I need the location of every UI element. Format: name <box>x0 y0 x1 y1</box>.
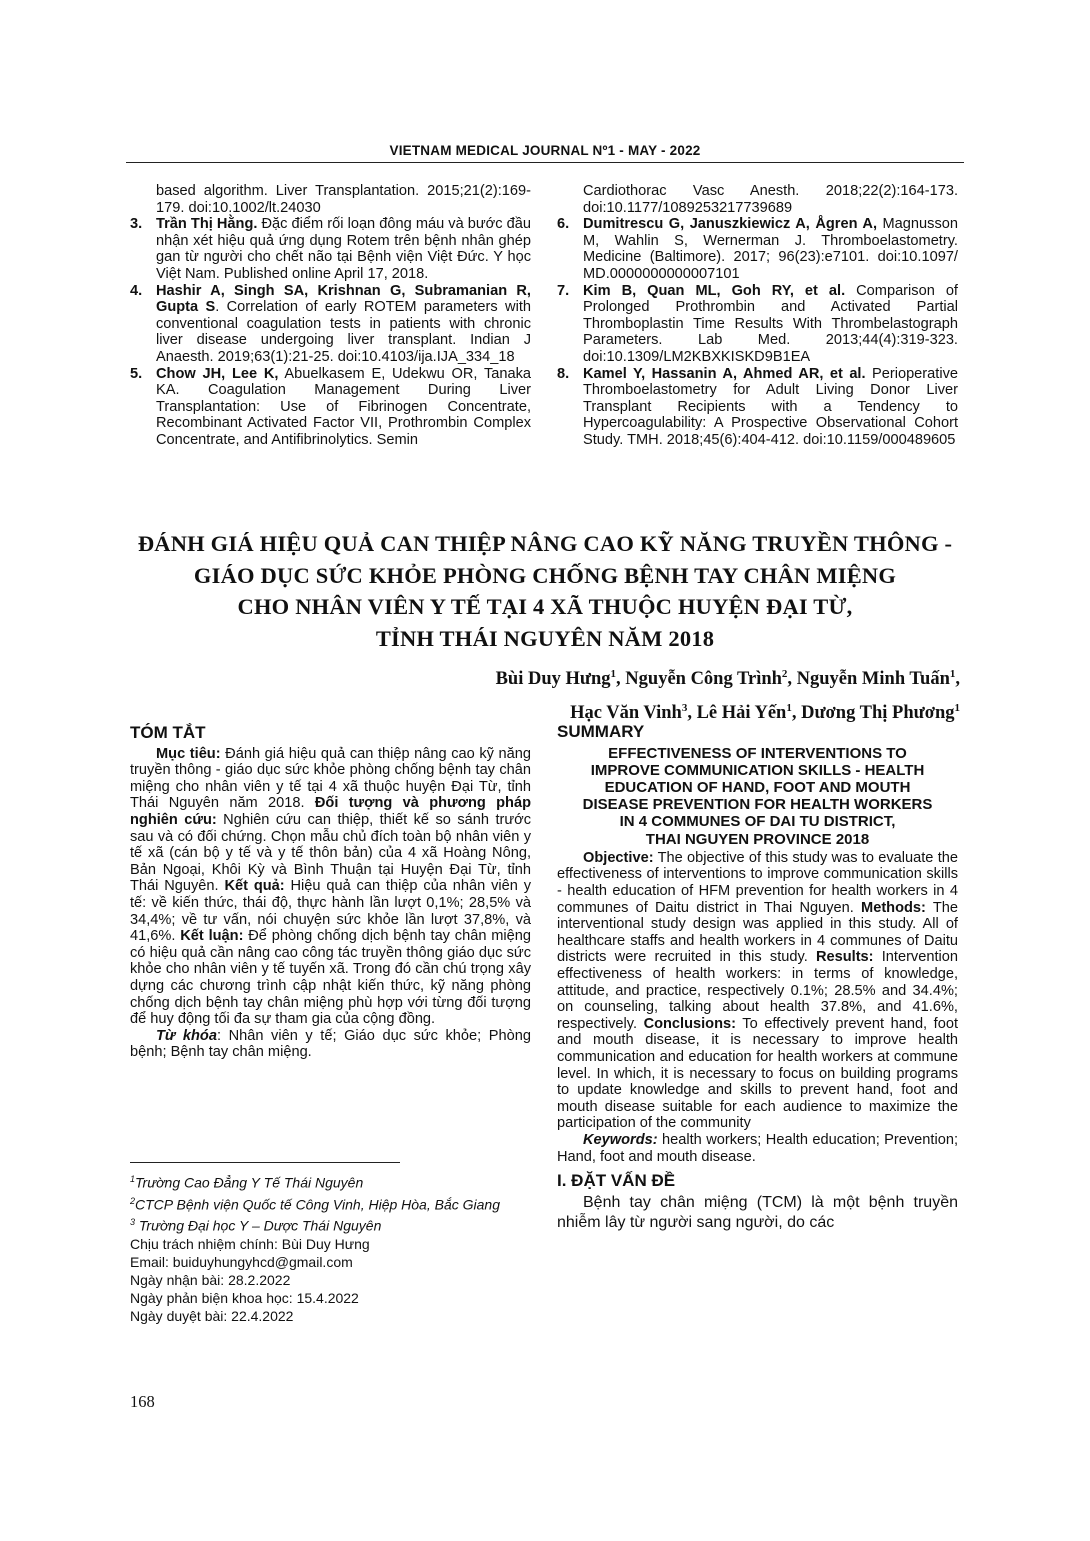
header-rule <box>126 162 964 163</box>
article-title <box>110 528 980 654</box>
responsible-author: Chịu trách nhiệm chính: Bùi Duy Hưng <box>130 1235 370 1252</box>
author-name: Bùi Duy Hưng <box>495 669 611 690</box>
reference-item: based algorithm. Liver Transplantation. 2015;21(2):169-179. doi:10.1002/lt.24030 <box>156 183 531 216</box>
affiliation-marker: 1 <box>949 668 956 680</box>
section-heading: TÓM TẮT <box>130 723 206 742</box>
affiliation-footnote: $^1$Trường Cao Đẳng Y Tế Thái Nguyên <box>130 1174 364 1191</box>
reference-item: 8. Kamel Y, Hassanin A, Ahmed AR, et al. Perioperative Thromboelastometry for Adult Living Donor Liver Transplant Recipients with a Tendency to Hypercoagulability: A Prospective Observational Cohort Study. TMH. 2018;45(6):404-412. doi:10.1159/000489605 <box>557 365 958 448</box>
keywords-paragraph: Từ khóa: Nhân viên y tế; Giáo dục sức khỏe; Phòng bệnh; Bệnh tay chân miệng. <box>130 1027 531 1061</box>
author-line: Bùi Duy Hưng$^1$, Nguyễn Công Trình$^2$, Nguyễn Minh Tuấn$^1$, <box>495 668 960 690</box>
summary-paragraph: Objective: The objective of this study was to evaluate the effectiveness of interventions to improve communication skills - health education of HFM prevention for health workers in 4 communes of Daitu district in Thai Nguyen. Methods: The interventional study design was applied in this study. All of healthcare staffs and health workers in 4 communes of Daitu districts were recruited in this study. Results: Intervention effectiveness of health workers: in terms of knowledge, attitude, and practice, respectively 0.1%; 28.5% and 34.4%; on counseling, talking about health 37.8%, and 41.6%, respectively. Conclusions: To effectively prevent hand, foot and mouth disease, it is necessary to improve health communication and education for health workers at commune level. In which, it is necessary to focus on building programs to update knowledge and skills to prevent hand, foot and mouth disease suitable for each audience to maximize the participation of the community <box>557 849 958 1132</box>
summary-keywords: Keywords: health workers; Health education; Prevention; Hand, foot and mouth disease. <box>557 1131 958 1165</box>
author-line: Hạc Văn Vinh$^3$, Lê Hải Yến$^1$, Dương Thị Phương$^1$ <box>570 702 960 724</box>
accepted-date: Ngày duyệt bài: 22.4.2022 <box>130 1307 294 1324</box>
author-name: Nguyễn Minh Tuấn <box>796 669 950 690</box>
reference-item: 4. Hashir A, Singh SA, Krishnan G, Subramanian R, Gupta S. Correlation of early ROTEM parameters with conventional coagulation tests in patients with chronic liver disease undergoing liver transplant. Indian J Anaesth. 2019;63(1):21-25. doi:10.4103/ija.IJA_334_18 <box>130 282 531 365</box>
title-line: CHO NHÂN VIÊN Y TẾ TẠI 4 XÃ THUỘC HUYỆN ĐẠI TỪ, <box>237 594 853 619</box>
reference-item: 3. Trần Thị Hằng. Đặc điểm rối loạn đông máu và bước đầu nhận xét hiệu quả ứng dụng Rotem trên bệnh nhân ghép gan từ người cho chết não tại Bệnh viện Việt Đức. Y học Việt Nam. Published online April 17, 2018. <box>130 216 531 282</box>
reference-item: 5. Chow JH, Lee K, Abuelkasem E, Udekwu OR, Tanaka KA. Coagulation Management During Liver Transplantation: Use of Fibrinogen Concentrate, Recombinant Activated Factor VII, Prothrombin Complex Concentrate, and Antifibrinolytics. Semin <box>130 365 531 448</box>
reference-item: Cardiothorac Vasc Anesth. 2018;22(2):164-173. doi:10.1177/1089253217739689 <box>583 183 958 216</box>
vietnamese-abstract <box>130 725 531 1061</box>
section-heading: SUMMARY <box>557 722 645 741</box>
reference-item: 6. Dumitrescu G, Januszkiewicz A, Ågren A, Magnusson M, Wahlin S, Wernerman J. Thromboelastometry. Medicine (Baltimore). 2017; 96(23):e7101. doi:10.1097/ MD.0000000000007101 <box>557 216 958 282</box>
author-name: Dương Thị Phương <box>801 703 955 724</box>
author-name: Lê Hải Yến <box>696 703 787 724</box>
affiliation-marker: 3 <box>681 702 688 715</box>
title-line: ĐÁNH GIÁ HIỆU QUẢ CAN THIỆP NÂNG CAO KỸ NĂNG TRUYỀN THÔNG - <box>137 531 953 556</box>
title-line: TỈNH THÁI NGUYÊN NĂM 2018 <box>375 625 715 651</box>
received-date: Ngày nhận bài: 28.2.2022 <box>130 1271 291 1288</box>
summary-title: EFFECTIVENESS OF INTERVENTIONS TO IMPROVE COMMUNICATION SKILLS - HEALTH EDUCATION OF HAND, FOOT AND MOUTH DISEASE PREVENTION FOR HEALTH WORKERS IN 4 COMMUNES OF DAI TU DISTRICT, THAI NGUYEN PROVINCE 2018 <box>582 744 933 848</box>
author-name: Hạc Văn Vinh <box>570 703 682 724</box>
author-email: Email: buiduyhungyhcd@gmail.com <box>130 1253 353 1270</box>
footnote-rule <box>130 1162 400 1163</box>
references-right-column <box>557 183 958 449</box>
affiliation-marker: 1 <box>954 702 960 715</box>
affiliation-marker: 2 <box>781 668 788 680</box>
author-name: Nguyễn Công Trình <box>625 669 782 690</box>
abstract-paragraph: Mục tiêu: Đánh giá hiệu quả can thiệp nâng cao kỹ năng truyền thông - giáo dục sức khỏe phòng chống bệnh tay chân miệng cho nhân viên y tế tại 4 xã thuộc huyện Đại Từ, tỉnh Thái Nguyên năm 2018. Đối tượng và phương pháp nghiên cứu: Nghiên cứu can thiệp, thiết kế so sánh trước sau và có đối chứng. Chọn mẫu chủ đích toàn bộ nhân viên y tế xã (cán bộ y tế và y tế thôn bản) của 4 xã Hoàng Nông, Bản Ngoại, Khôi Kỳ và Bình Thuận tại Huyện Đại Từ, tỉnh Thái Nguyên. Kết quả: Hiệu quả can thiệp của nhân viên y tế: về kiến thức, thái độ, thực hành lần lượt 0,1%; 28,5% và 34,4%; về tư vấn, nói chuyện sức khỏe lần lượt 37,8%, và 41,6%. Kết luận: Để phòng chống dịch bệnh tay chân miệng có hiệu quả cần nâng cao công tác truyền thông giáo dục sức khỏe cho nhân viên y tế tuyến xã. Trong đó cần chú trọng xây dựng các chương trình cập nhật kiến thức, kỹ năng phòng chống dịch bệnh tay chân miệng phù hợp với từng đối tượng để huy động tối đa sự tham gia của cộng đồng. <box>130 745 532 1028</box>
affiliation-marker: 1 <box>610 668 617 680</box>
page-number: 168 <box>130 1392 155 1411</box>
intro-heading: I. ĐẶT VẤN ĐỀ <box>557 1171 676 1191</box>
affiliation-footnote: $^3$ Trường Đại học Y – Dược Thái Nguyên <box>130 1217 382 1234</box>
references-left-column <box>130 183 531 449</box>
reference-item: 7. Kim B, Quan ML, Goh RY, et al. Comparison of Prolonged Prothrombin and Activated Partial Thromboplastin Time Results With Thrombelastograph Parameters. Lab Med. 2013;44(4):319-323. doi:10.1309/LM2KBXKISKD9B1EA <box>557 282 958 365</box>
footnotes <box>130 1170 531 1325</box>
review-date: Ngày phản biện khoa học: 15.4.2022 <box>130 1289 359 1306</box>
intro-paragraph: Bệnh tay chân miệng (TCM) là một bệnh truyền nhiễm lây từ người sang người, do các <box>557 1193 958 1232</box>
affiliation-footnote: $^2$CTCP Bệnh viện Quốc tế Công Vinh, Hiệp Hòa, Bắc Giang <box>130 1195 500 1213</box>
affiliation-marker: 1 <box>786 702 792 715</box>
title-line: GIÁO DỤC SỨC KHỎE PHÒNG CHỐNG BỆNH TAY CHÂN MIỆNG <box>193 562 897 588</box>
english-summary <box>557 724 958 1234</box>
author-list <box>260 660 960 728</box>
journal-header: VIETNAM MEDICAL JOURNAL Nº1 - MAY - 2022 <box>389 143 701 158</box>
